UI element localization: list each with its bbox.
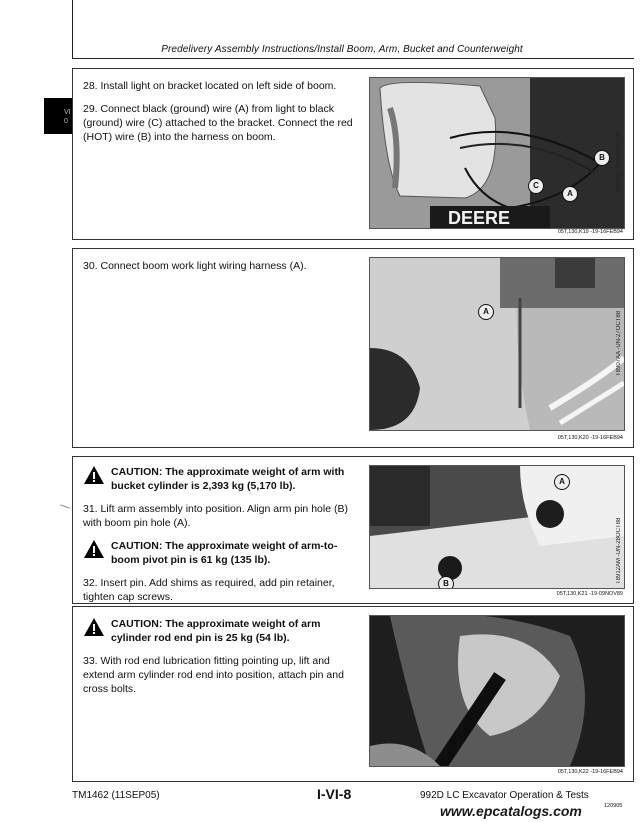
- section-step-30: [72, 248, 634, 448]
- caution-text: CAUTION: The approximate weight of arm-to-boom pivot pin is 61 kg (135 lb).: [111, 540, 338, 566]
- warning-triangle-icon: [83, 617, 105, 637]
- caution-pin-weight: [83, 539, 353, 567]
- photo-rod-end-graphic: [370, 616, 624, 766]
- callout-a: A: [478, 304, 494, 320]
- photo-caption: 05T,130,K19 -19-16FEB94: [557, 229, 623, 235]
- side-tab: [44, 98, 74, 134]
- photo-caption: 05T,130,K21 -19-09NOV89: [556, 591, 623, 597]
- step-32: 32. Insert pin. Add shims as required, add pin retainer, tighten cap screws.: [83, 577, 335, 603]
- side-tab-line1: VI: [64, 109, 71, 116]
- photo-caption: 05T,130,K20 -19-16FEB94: [557, 435, 623, 441]
- margin-mark: [60, 504, 70, 508]
- caution-rod-pin-weight: [83, 617, 353, 645]
- photo-caption: 05T,130,K22 -19-16FEB94: [557, 769, 623, 775]
- footer-url: www.epcatalogs.com: [440, 803, 582, 819]
- callout-a: A: [554, 474, 570, 490]
- callout-b: B: [438, 576, 454, 589]
- footer-code: 120905: [604, 803, 623, 809]
- caution-arm-weight: [83, 465, 353, 493]
- section-text: [83, 79, 353, 153]
- section-text: [83, 617, 353, 705]
- photo-light-wiring: [369, 77, 625, 229]
- section-step-33: [72, 606, 634, 782]
- caution-text: CAUTION: The approximate weight of arm cylinder rod end pin is 25 kg (54 lb).: [111, 618, 321, 644]
- callout-c: C: [528, 178, 544, 194]
- header-rule-top: [72, 58, 634, 59]
- photo-code: T8912AH -UN-28OCT88: [616, 130, 622, 196]
- section-step-31-32: [72, 456, 634, 604]
- photo-arm-pin: [369, 465, 625, 589]
- warning-triangle-icon: [83, 465, 105, 485]
- step-28: 28. Install light on bracket located on left side of boom.: [83, 80, 337, 92]
- step-30: 30. Connect boom work light wiring harness (A).: [83, 260, 307, 272]
- photo-code: T8907AA -UN-27OCT88: [616, 310, 622, 376]
- callout-a: A: [562, 186, 578, 202]
- photo-code: T8912AM -UN-28OCT88: [616, 517, 622, 585]
- callout-b: B: [594, 150, 610, 166]
- section-text: [83, 259, 353, 282]
- photo-boom-harness-graphic: [370, 258, 624, 430]
- warning-triangle-icon: [83, 539, 105, 559]
- photo-overlay-text: DEERE: [448, 208, 511, 228]
- footer-manual-title: 992D LC Excavator Operation & Tests: [420, 790, 589, 801]
- step-31: 31. Lift arm assembly into position. Align arm pin hole (B) with boom pin hole (A).: [83, 503, 348, 529]
- side-tab-line2: 0: [64, 118, 68, 125]
- photo-code: T8912AN -UN-28OCT88: [616, 668, 622, 734]
- page-header-title: Predelivery Assembly Instructions/Install Boom, Arm, Bucket and Counterweight: [161, 44, 523, 55]
- section-step-28-29: [72, 68, 634, 240]
- section-text: [83, 465, 353, 613]
- step-33: 33. With rod end lubrication fitting pointing up, lift and extend arm cylinder rod end into position, attach pin and cross bolts.: [83, 655, 344, 695]
- footer-manual-id: TM1462 (11SEP05): [72, 790, 160, 801]
- footer-page-number: I-VI-8: [317, 786, 352, 802]
- photo-arm-pin-graphic: [370, 466, 624, 588]
- step-29: 29. Connect black (ground) wire (A) from light to black (ground) wire (C) attached to the bracket. Connect the red (HOT) wire (B) into the harness on boom.: [83, 103, 353, 143]
- photo-rod-end: [369, 615, 625, 767]
- caution-text: CAUTION: The approximate weight of arm with bucket cylinder is 2,393 kg (5,170 lb).: [111, 466, 345, 492]
- photo-light-wiring-graphic: [370, 78, 624, 228]
- photo-boom-harness: [369, 257, 625, 431]
